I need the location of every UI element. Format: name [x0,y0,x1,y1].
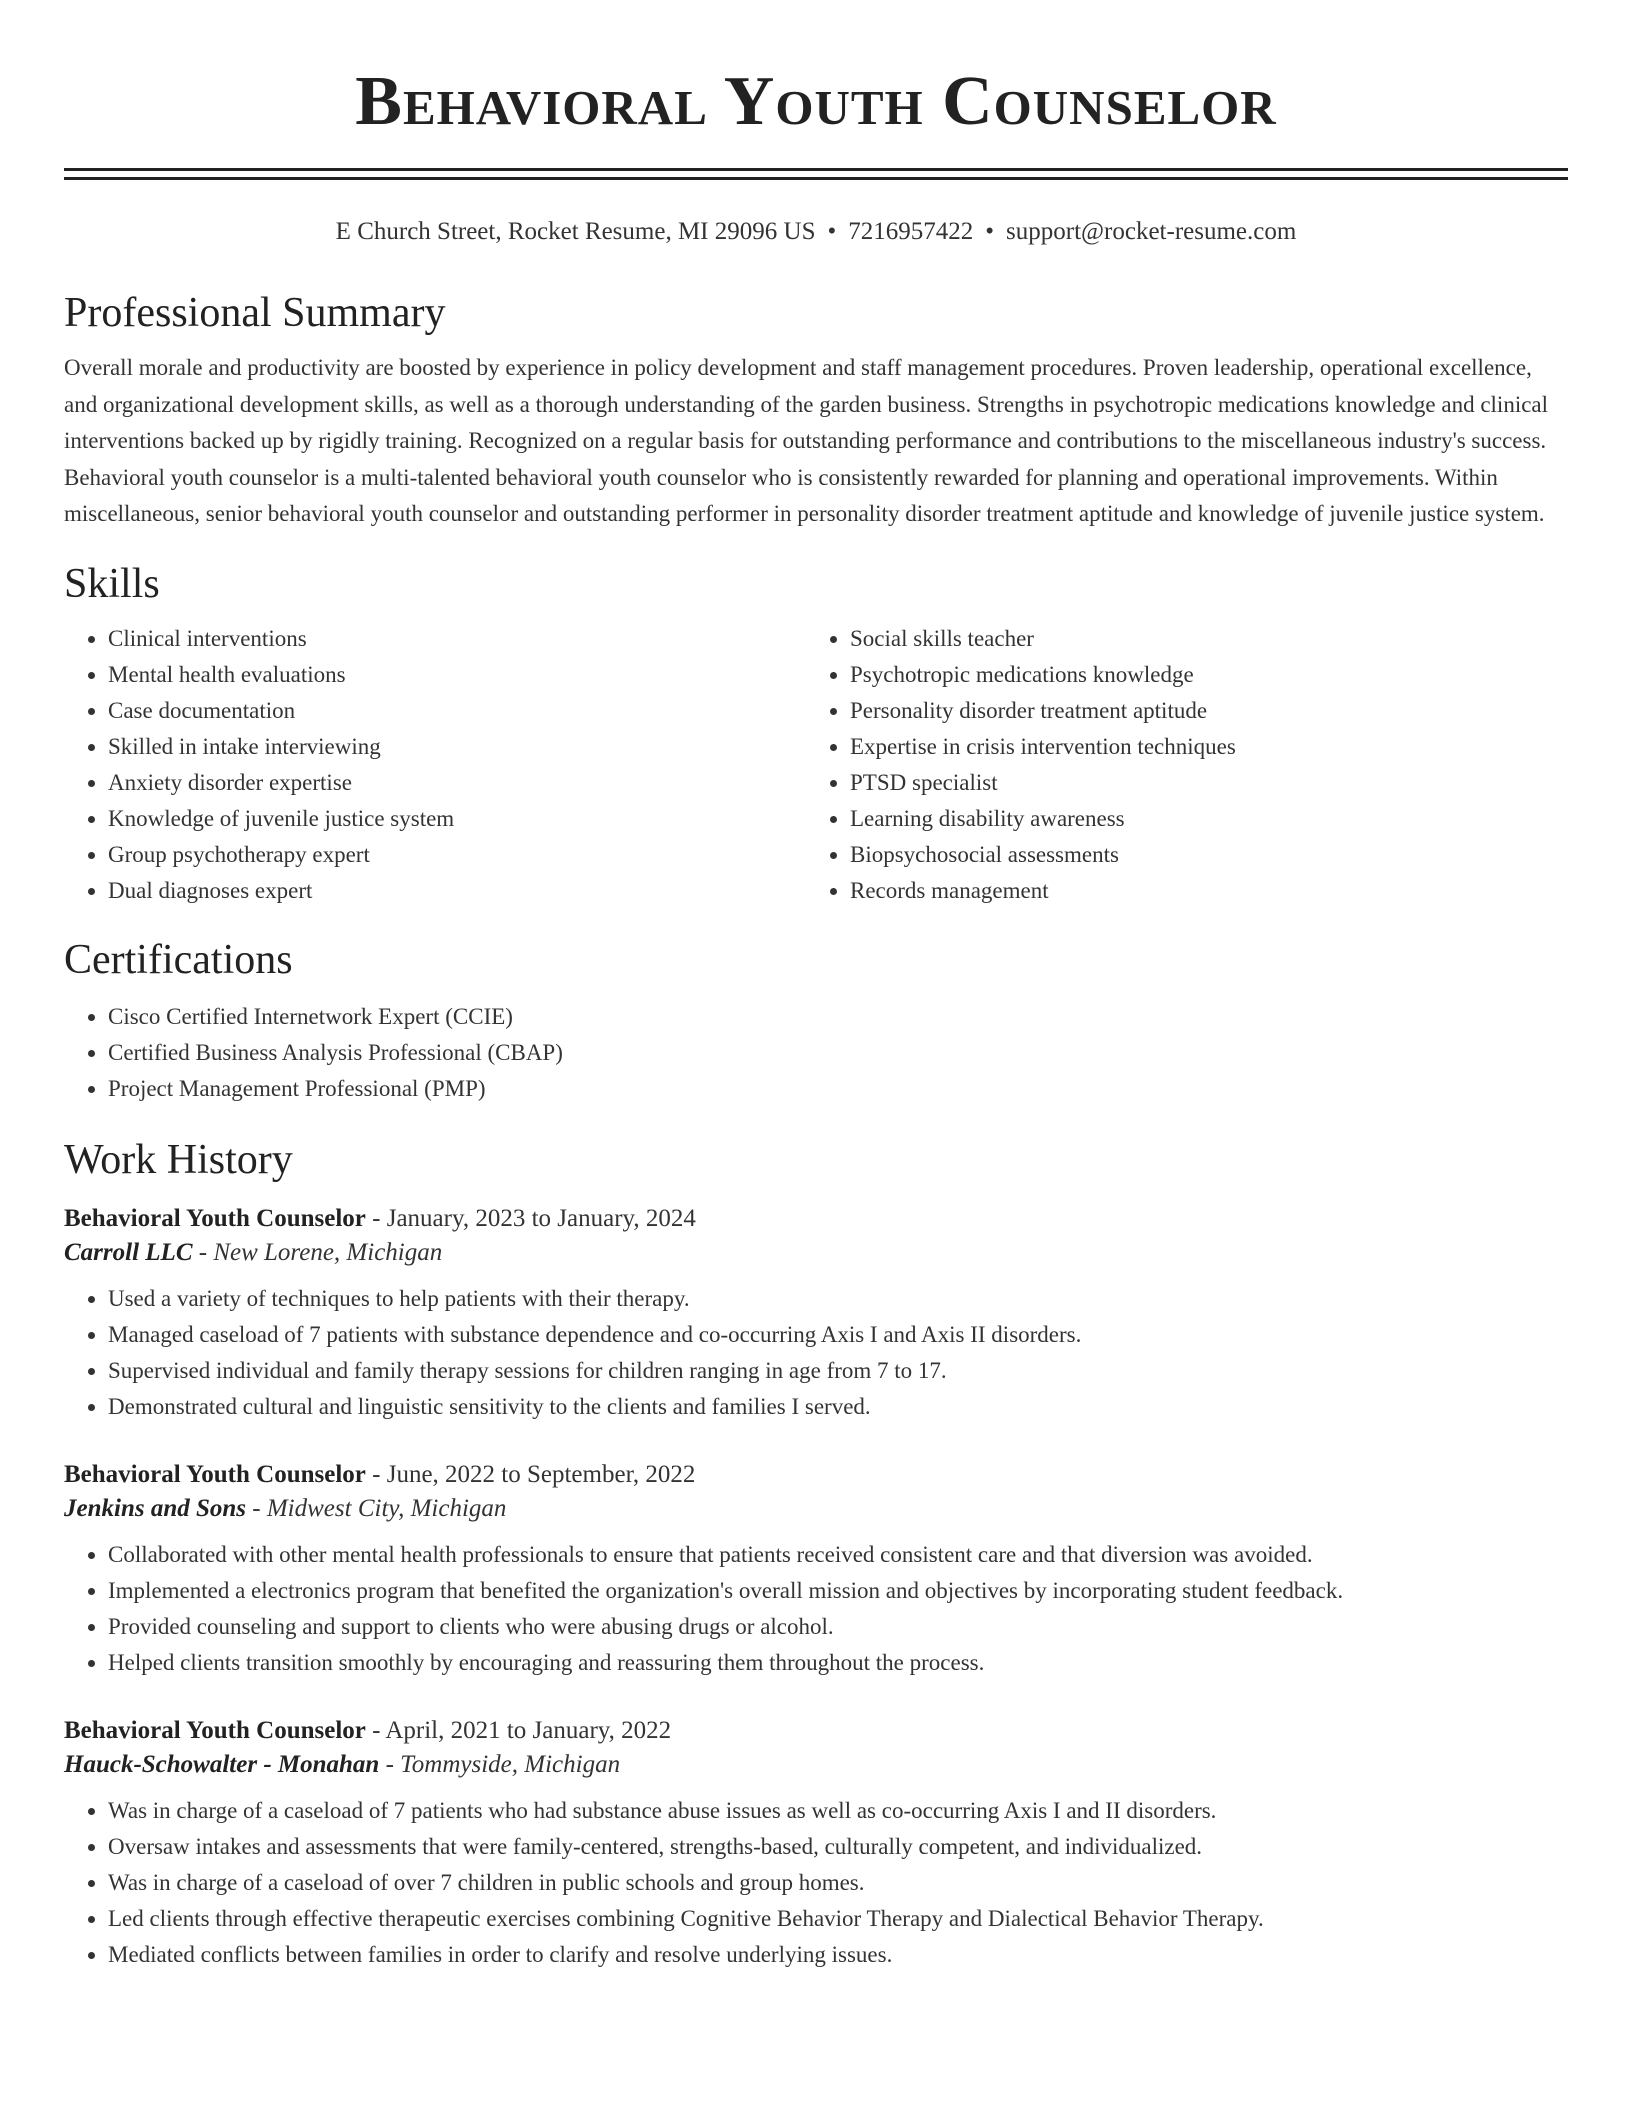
contact-phone: 7216957422 [848,218,974,245]
title-rule-bottom [64,177,1568,180]
skill-item: • Personality disorder treatment aptitude [850,693,1548,729]
job-bullets [64,1793,1568,1973]
job-entry [64,1459,1568,1681]
skills-columns [64,621,1568,909]
job-bullet: • Collaborated with other mental health professionals to ensure that patients received consistent care and that diversion was avoided. [108,1537,1568,1573]
skill-item: • Skilled in intake interviewing [108,729,806,765]
job-role: Behavioral Youth Counselor [64,1716,366,1744]
job-company-line [64,1747,1568,1783]
job-location: - Tommyside, Michigan [379,1750,621,1778]
job-location: - New Lorene, Michigan [192,1238,443,1266]
job-location: - Midwest City, Michigan [246,1494,507,1522]
job-bullet: • Oversaw intakes and assessments that were family-centered, strengths-based, culturally competent, and individualized. [108,1829,1568,1865]
skill-item: • Social skills teacher [850,621,1548,657]
job-role: Behavioral Youth Counselor [64,1204,366,1232]
skill-item: • Group psychotherapy expert [108,837,806,873]
job-company-line [64,1235,1568,1271]
skill-item: • Expertise in crisis intervention techniques [850,729,1548,765]
job-bullet: • Used a variety of techniques to help patients with their therapy. [108,1281,1568,1317]
contact-separator: • [827,218,837,245]
job-title-line [64,1203,1568,1235]
job-bullet: • Mediated conflicts between families in order to clarify and resolve underlying issues. [108,1937,1568,1973]
summary-text: Overall morale and productivity are boosted by experience in policy development and staff management procedures. Proven leadership, operational excellence, and organizational development skills, as well as a thorough understanding of the garden business. Strengths in psychotropic medications knowledge and clinical interventions backed up by rigidly training. Recognized on a regular basis for outstanding performance and contributions to the miscellaneous industry's success. Behavioral youth counselor is a multi-talented behavioral youth counselor who is consistently rewarded for planning and operational improvements. Within miscellaneous, senior behavioral youth counselor and outstanding performer in personality disorder treatment aptitude and knowledge of juvenile justice system. [64,355,1549,526]
job-dates: - April, 2021 to January, 2022 [365,1716,672,1744]
skills-column-right [806,621,1548,909]
job-company: Hauck-Schowalter - Monahan [64,1750,380,1778]
job-dates: - January, 2023 to January, 2024 [365,1204,696,1232]
skill-item: • Dual diagnoses expert [108,873,806,909]
resume-content [0,60,1632,1973]
contact-line [64,216,1568,248]
job-title-line [64,1715,1568,1747]
skill-item: • Psychotropic medications knowledge [850,657,1548,693]
certifications-list [64,999,1568,1107]
job-bullet: • Supervised individual and family therapy sessions for children ranging in age from 7 to 17. [108,1353,1568,1389]
skill-item: • Clinical interventions [108,621,806,657]
certification-item: • Certified Business Analysis Professional (CBAP) [108,1035,1568,1071]
job-bullet: • Was in charge of a caseload of 7 patients who had substance abuse issues as well as co-occurring Axis I and II disorders. [108,1793,1568,1829]
job-company: Carroll LLC [64,1238,193,1266]
job-bullet: • Led clients through effective therapeutic exercises combining Cognitive Behavior Therapy and Dialectical Behavior Therapy. [108,1901,1568,1937]
resume-title: Behavioral Youth Counselor [355,63,1277,140]
job-bullet: • Was in charge of a caseload of over 7 children in public schools and group homes. [108,1865,1568,1901]
skill-item: • Knowledge of juvenile justice system [108,801,806,837]
work-history-heading: Work History [64,1136,293,1183]
job-bullet: • Demonstrated cultural and linguistic sensitivity to the clients and families I served. [108,1389,1568,1425]
skills-list-right [806,621,1548,909]
job-dates: - June, 2022 to September, 2022 [365,1460,696,1488]
contact-email: support@rocket-resume.com [1006,218,1297,245]
skill-item: • Mental health evaluations [108,657,806,693]
job-role: Behavioral Youth Counselor [64,1460,366,1488]
skills-list-left [64,621,806,909]
skill-item: • Case documentation [108,693,806,729]
job-bullets [64,1281,1568,1425]
skills-column-left [64,621,806,909]
job-entry [64,1715,1568,1973]
contact-separator: • [985,218,995,245]
certifications-heading: Certifications [64,936,293,983]
contact-address: E Church Street, Rocket Resume, MI 29096 US [335,218,816,245]
job-bullets [64,1537,1568,1681]
title-rule-top [64,168,1568,171]
job-bullet: • Managed caseload of 7 patients with substance dependence and co-occurring Axis I and Axis II disorders. [108,1317,1568,1353]
certification-item: • Cisco Certified Internetwork Expert (CCIE) [108,999,1568,1035]
job-bullet: • Implemented a electronics program that benefited the organization's overall mission and objectives by incorporating student feedback. [108,1573,1568,1609]
skill-item: • Learning disability awareness [850,801,1548,837]
job-bullet: • Helped clients transition smoothly by encouraging and reassuring them throughout the process. [108,1645,1568,1681]
job-title-line [64,1459,1568,1491]
skills-heading: Skills [64,560,160,607]
skill-item: • Biopsychosocial assessments [850,837,1548,873]
job-bullet: • Provided counseling and support to clients who were abusing drugs or alcohol. [108,1609,1568,1645]
job-company: Jenkins and Sons [64,1494,247,1522]
job-entry [64,1203,1568,1425]
certification-item: • Project Management Professional (PMP) [108,1071,1568,1107]
skill-item: • PTSD specialist [850,765,1548,801]
skill-item: • Records management [850,873,1548,909]
job-company-line [64,1491,1568,1527]
skill-item: • Anxiety disorder expertise [108,765,806,801]
summary-heading: Professional Summary [64,290,446,336]
